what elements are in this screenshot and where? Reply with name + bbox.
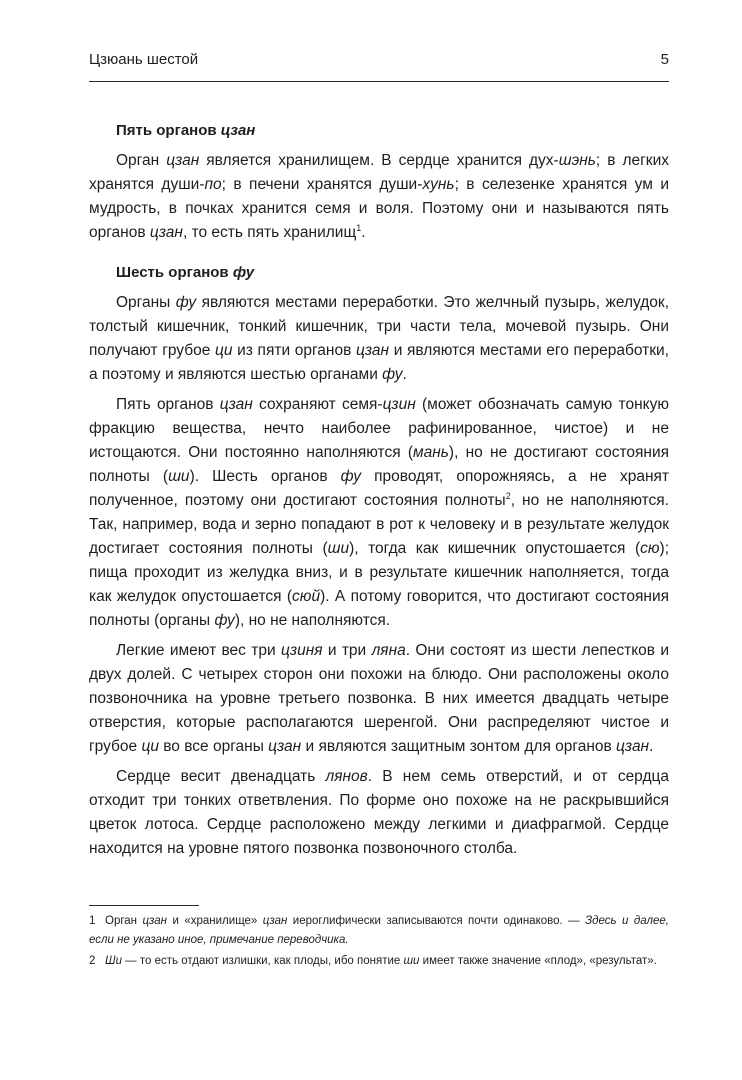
footnote: 2 Ши — то есть отдают излишки, как плоды, ибо понятие ши имеет также значение «плод», «результат».	[89, 955, 657, 967]
footnote-ref: 2	[505, 490, 511, 501]
footnote-ref: 1	[356, 222, 362, 233]
paragraph: Пять органов цзан сохраняют семя-цзин (может обозначать самую тонкую фракцию вещества, нечто наиболее рафинированное, чистое) и не истощаются. Они постоянно наполняются (мань), но не достигают состояния полноты (ши). Шесть органов фу проводят, опорожняясь, а не хранят полученное, поэтому они достигают состояния полноты$^2$, но не наполняются. Так, например, вода и зерно попадают в рот к человеку и в результате желудок достигает состояния полноты (ши), тогда как кишечник опустошается (сю); пища проходит из желудка вниз, и в результате кишечник наполняется, тогда как желудок опустошается (сюй). А потому говорится, что достигают состояния полноты (органы фу), но не наполняются.	[89, 396, 670, 629]
paragraph: Орган цзан является хранилищем. В сердце хранится дух-шэнь; в легких хранятся души-по; в печени хранятся души-хунь; в селезенке хранятся ум и мудрость, в почках хранится семя и воля. Поэтому они и называются пять органов цзан, то есть пять хранилищ$^1$.	[89, 152, 669, 241]
footnote-rule	[89, 905, 199, 906]
section-title-fu: Шесть органов фу	[116, 264, 255, 281]
paragraph: Сердце весит двенадцать лянов. В нем семь отверстий, и от сердца отходит три тонких ответвления. По форме оно похоже на не раскрывшийся цветок лотоса. Сердце расположено между легкими и диафрагмой. Сердце находится на уровне пятого позвонка позвоночного столба.	[89, 768, 669, 857]
footnotes	[89, 912, 669, 973]
paragraph: Органы фу являются местами переработки. Это желчный пузырь, желудок, толстый кишечник, тонкий кишечник, три части тела, мочевой пузырь. Они получают грубое ци из пяти органов цзан и являются местами его переработки, а поэтому и являются шестью органами фу.	[89, 294, 669, 383]
main-text	[89, 119, 669, 861]
section-title-zang: Пять органов цзан	[116, 122, 256, 139]
header-rule	[89, 81, 669, 82]
footnote: 1 Орган цзан и «хранилище» цзан иероглифически записываются почти одинаково. — Здесь и далее, если не указано иное, примечание переводчика.	[89, 915, 669, 946]
page-number: 5	[660, 51, 669, 68]
paragraph: Легкие имеют вес три цзиня и три ляна. Они состоят из шести лепестков и двух долей. С четырех сторон они похожи на блюдо. Они расположены около позвоночника на уровне третьего позвонка. В них имеется двадцать четыре отверстия, которые располагаются шеренгой. Они распределяют чистое и грубое ци во все органы цзан и являются защитным зонтом для органов цзан.	[89, 642, 670, 755]
running-head-title: Цзюань шестой	[89, 51, 199, 68]
